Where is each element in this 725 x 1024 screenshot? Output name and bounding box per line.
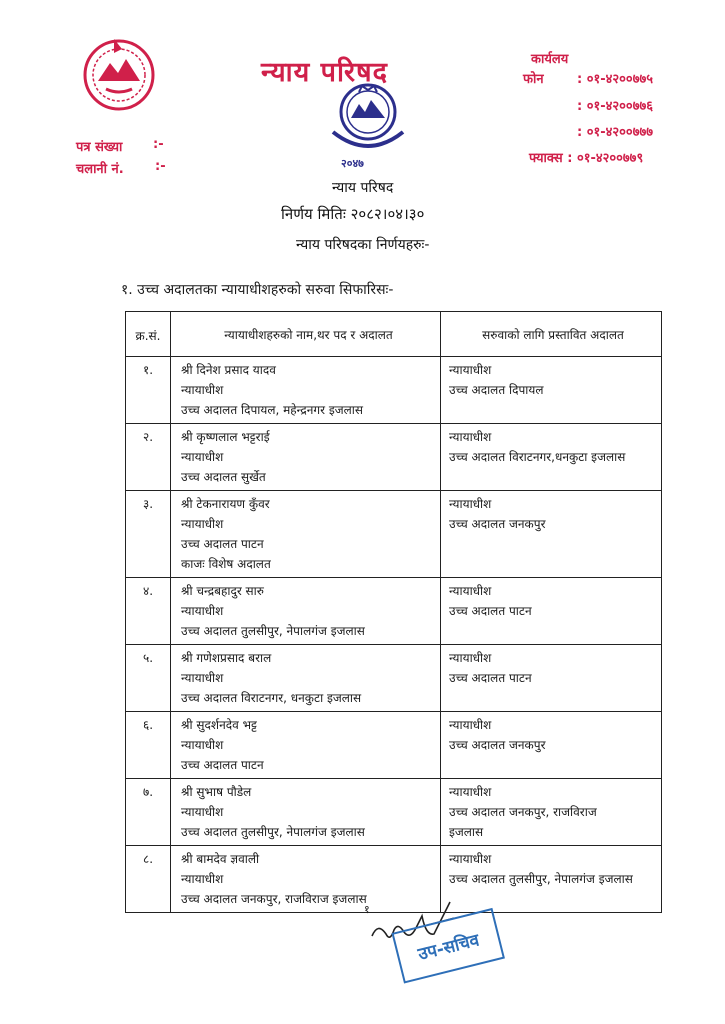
fax-number: ०१-४२००७७९	[576, 151, 644, 166]
proposed-line: न्यायाधीश	[449, 651, 492, 665]
judge-line: उच्च अदालत तुलसीपुर, नेपालगंज इजलास	[181, 825, 365, 839]
proposed-line: न्यायाधीश	[449, 497, 492, 511]
judge-line: न्यायाधीश	[181, 805, 224, 819]
judge-line: न्यायाधीश	[181, 604, 224, 618]
org-name: न्याय परिषद	[332, 180, 394, 196]
serial-cell: ४.	[126, 578, 171, 645]
proposed-court-cell	[441, 712, 662, 779]
chalani-value: :-	[155, 159, 166, 174]
judge-line: उच्च अदालत तुलसीपुर, नेपालगंज इजलास	[181, 624, 365, 638]
table-row	[126, 357, 662, 424]
chalani-label: चलानी नं.	[76, 162, 124, 177]
judge-line: श्री बामदेव ज्ञवाली	[181, 852, 260, 866]
judge-line: श्री कृष्णलाल भट्टराई	[181, 430, 270, 444]
serial-cell: २.	[126, 424, 171, 491]
table-row	[126, 578, 662, 645]
proposed-line: उच्च अदालत जनकपुर	[449, 738, 546, 752]
judge-line: श्री टेकनारायण कुँवर	[181, 497, 270, 511]
table-row	[126, 779, 662, 846]
judge-line: न्यायाधीश	[181, 738, 224, 752]
judge-line: श्री गणेशप्रसाद बराल	[181, 651, 272, 665]
serial-cell: ५.	[126, 645, 171, 712]
section-title: १. उच्च अदालतका न्यायाधीशहरुको सरुवा सिफारिसः-	[121, 282, 394, 298]
proposed-line: उच्च अदालत पाटन	[449, 604, 532, 618]
office-label: कार्यलय	[531, 52, 569, 67]
proposed-line: न्यायाधीश	[449, 430, 492, 444]
proposed-line: उच्च अदालत विराटनगर,धनकुटा इजलास	[449, 450, 626, 464]
proposed-court-cell	[441, 357, 662, 424]
judge-line: श्री चन्द्रबहादुर सारु	[181, 584, 264, 598]
judge-line: उच्च अदालत सुर्खेत	[181, 470, 266, 484]
judge-cell	[171, 645, 441, 712]
judge-line: न्यायाधीश	[181, 872, 224, 886]
proposed-court-cell	[441, 645, 662, 712]
table-row	[126, 424, 662, 491]
phone-1: : ०१-४२००७७५	[577, 72, 653, 87]
proposed-line: न्यायाधीश	[449, 718, 492, 732]
serial-cell: ८.	[126, 846, 171, 913]
judge-line: न्यायाधीश	[181, 517, 224, 531]
judge-line: न्यायाधीश	[181, 383, 224, 397]
decision-date: निर्णय मितिः २०८२।०४।३०	[281, 205, 425, 223]
judge-line: काजः विशेष अदालत	[181, 557, 271, 571]
proposed-line: न्यायाधीश	[449, 852, 492, 866]
proposed-court-cell	[441, 578, 662, 645]
phone-number-2: ०१-४२००७७६	[586, 99, 653, 114]
judge-line: श्री सुदर्शनदेव भट्ट	[181, 718, 257, 732]
judge-cell	[171, 424, 441, 491]
table-header-row	[126, 312, 662, 357]
proposed-line: न्यायाधीश	[449, 785, 492, 799]
table-row	[126, 645, 662, 712]
phone-2: : ०१-४२००७७६	[577, 99, 653, 114]
decisions-heading: न्याय परिषदका निर्णयहरुः-	[296, 237, 430, 253]
nepal-emblem-icon	[76, 33, 162, 113]
judge-line: उच्च अदालत पाटन	[181, 537, 264, 551]
judge-cell	[171, 578, 441, 645]
seal-year: २०४७	[341, 157, 364, 170]
transfer-table	[125, 311, 662, 913]
proposed-line: उच्च अदालत दिपायल	[449, 383, 544, 397]
judge-cell	[171, 779, 441, 846]
phone-number-3: ०१-४२००७७७	[586, 125, 653, 140]
judge-line: उच्च अदालत विराटनगर, धनकुटा इजलास	[181, 691, 362, 705]
patra-sankhya-value: :-	[153, 137, 164, 152]
proposed-line: न्यायाधीश	[449, 363, 492, 377]
serial-cell: ३.	[126, 491, 171, 578]
header-proposed: सरुवाको लागि प्रस्तावित अदालत	[441, 312, 662, 357]
stamp-text: उप-सचिव	[415, 929, 482, 965]
judicial-council-seal-icon	[327, 82, 409, 172]
header-serial: क्र.सं.	[126, 312, 171, 357]
judge-line: न्यायाधीश	[181, 671, 224, 685]
judge-line: श्री दिनेश प्रसाद यादव	[181, 363, 276, 377]
judge-line: उच्च अदालत दिपायल, महेन्द्रनगर इजलास	[181, 403, 364, 417]
proposed-line: उच्च अदालत तुलसीपुर, नेपालगंज इजलास	[449, 872, 633, 886]
judge-line: श्री सुभाष पौडेल	[181, 785, 252, 799]
fax-row: फ्याक्स : ०१-४२००७७९	[529, 151, 644, 166]
proposed-court-cell	[441, 424, 662, 491]
serial-cell: ६.	[126, 712, 171, 779]
proposed-line: उच्च अदालत जनकपुर	[449, 517, 546, 531]
phone-label: फोन	[523, 72, 544, 87]
serial-cell: १.	[126, 357, 171, 424]
judge-line: उच्च अदालत पाटन	[181, 758, 264, 772]
proposed-line: उच्च अदालत पाटन	[449, 671, 532, 685]
judge-line: उच्च अदालत जनकपुर, राजविराज इजलास	[181, 892, 367, 906]
proposed-line: इजलास	[449, 825, 484, 839]
serial-cell: ७.	[126, 779, 171, 846]
proposed-court-cell	[441, 779, 662, 846]
judge-cell	[171, 712, 441, 779]
table-row	[126, 491, 662, 578]
judge-cell	[171, 491, 441, 578]
proposed-line: न्यायाधीश	[449, 584, 492, 598]
judge-cell	[171, 357, 441, 424]
phone-row-1	[523, 69, 544, 87]
table-row	[126, 712, 662, 779]
page-title: न्याय परिषद	[261, 57, 388, 88]
page-number: १	[364, 903, 370, 916]
phone-number-1: ०१-४२००७७५	[586, 72, 653, 87]
proposed-court-cell	[441, 491, 662, 578]
header-judge: न्यायाधीशहरुको नाम,थर पद र अदालत	[171, 312, 441, 357]
patra-sankhya-label: पत्र संख्या	[76, 140, 123, 155]
fax-label: फ्याक्स	[529, 151, 563, 166]
phone-3: : ०१-४२००७७७	[577, 125, 653, 140]
judge-line: न्यायाधीश	[181, 450, 224, 464]
proposed-line: उच्च अदालत जनकपुर, राजविराज	[449, 805, 597, 819]
